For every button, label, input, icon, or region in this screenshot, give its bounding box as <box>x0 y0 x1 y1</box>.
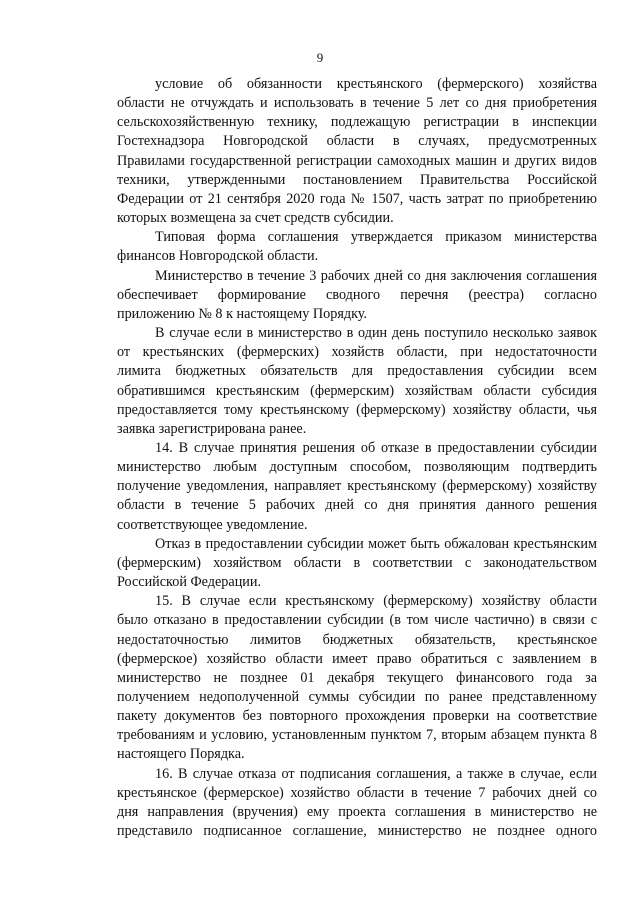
text-line: которых возмещена за счет средств субсидии. <box>117 210 394 227</box>
text-line: 14. В случае принятия решения об отказе в предоставлении субсидии <box>155 439 597 456</box>
paragraph-p3 <box>117 267 597 324</box>
paragraph-p8 <box>117 765 597 842</box>
document-body <box>117 75 597 841</box>
text-line: приложению № 8 к настоящему Порядку. <box>117 305 367 322</box>
text-line: области в течение 5 рабочих дней со дня принятия данного решения <box>117 497 597 514</box>
text-line: было отказано в предоставлении субсидии (в том числе частично) в связи с <box>117 612 597 629</box>
text-line: Отказ в предоставлении субсидии может быть обжалован крестьянским <box>155 535 597 552</box>
text-line: условие об обязанности крестьянского (фермерского) хозяйства <box>155 76 597 92</box>
text-line: крестьянское (фермерское) хозяйство области в течение 7 рабочих дней со <box>117 784 597 801</box>
text-line: министерство не позднее 01 декабря текущего финансового года за <box>117 669 597 686</box>
text-line: от крестьянских (фермерских) хозяйств области, при недостаточности <box>117 344 597 361</box>
text-line: требованиям и условию, установленным пунктом 7, вторым абзацем пункта 8 <box>117 727 597 744</box>
text-line: техники, утвержденными постановлением Правительства Российской <box>117 171 597 188</box>
text-line: предоставляется тому крестьянскому (фермерскому) хозяйству области, чья <box>117 401 597 418</box>
text-line: пакету документов без повторного прохождения проверки на соответствие <box>117 708 597 725</box>
text-line: обратившимся крестьянским (фермерским) хозяйствам области субсидия <box>117 382 597 399</box>
text-line: 16. В случае отказа от подписания соглашения, а также в случае, если <box>155 765 597 782</box>
text-line: Гостехнадзора Новгородской области в случаях, предусмотренных <box>117 133 597 150</box>
text-line: соответствующее уведомление. <box>117 516 308 533</box>
text-line: сельскохозяйственную технику, подлежащую регистрации в инспекции <box>117 114 597 131</box>
text-line: получением недополученной суммы субсидии по ранее представленному <box>117 689 597 705</box>
text-line: финансов Новгородской области. <box>117 248 319 265</box>
text-line: недостаточностью лимитов бюджетных обязательств, крестьянское <box>117 631 597 648</box>
text-line: (фермерское) хозяйство области имеет право обратиться с заявлением в <box>117 650 597 667</box>
paragraph-p1 <box>117 75 597 228</box>
text-line: области не отчуждать и использовать в течение 5 лет со дня приобретения <box>117 95 597 112</box>
text-line: Типовая форма соглашения утверждается приказом министерства <box>155 229 597 246</box>
paragraph-p2 <box>117 228 597 266</box>
text-line: (фермерским) хозяйством области в соответствии с законодательством <box>117 554 597 571</box>
text-line: представило подписанное соглашение, министерство не позднее одного <box>117 823 597 840</box>
page-number: 9 <box>316 50 324 65</box>
text-line: лимита бюджетных обязательств для предоставления субсидии всем <box>117 363 597 380</box>
text-line: Министерство в течение 3 рабочих дней со дня заключения соглашения <box>155 267 597 284</box>
paragraph-p5 <box>117 439 597 535</box>
text-line: Федерации от 21 сентября 2020 года № 1507, часть затрат по приобретению <box>117 190 597 207</box>
text-line: обеспечивает формирование сводного перечня (реестра) согласно <box>117 286 597 303</box>
paragraph-p7 <box>117 592 597 764</box>
text-line: 15. В случае если крестьянскому (фермерскому) хозяйству области <box>155 593 597 610</box>
text-line: настоящего Порядка. <box>117 746 245 763</box>
paragraph-p4 <box>117 324 597 439</box>
text-line: заявка зарегистрирована ранее. <box>117 420 307 437</box>
text-line: получение уведомления, направляет крестьянскому (фермерскому) хозяйству <box>117 478 597 495</box>
text-line: министерство любым доступным способом, позволяющим подтвердить <box>117 459 597 476</box>
text-line: дня направления (вручения) ему проекта соглашения в министерство не <box>117 803 597 820</box>
text-line: Российской Федерации. <box>117 574 262 591</box>
text-line: В случае если в министерство в один день поступило несколько заявок <box>155 325 597 342</box>
paragraph-p6 <box>117 535 597 592</box>
text-line: Правилами государственной регистрации самоходных машин и других видов <box>117 152 597 169</box>
